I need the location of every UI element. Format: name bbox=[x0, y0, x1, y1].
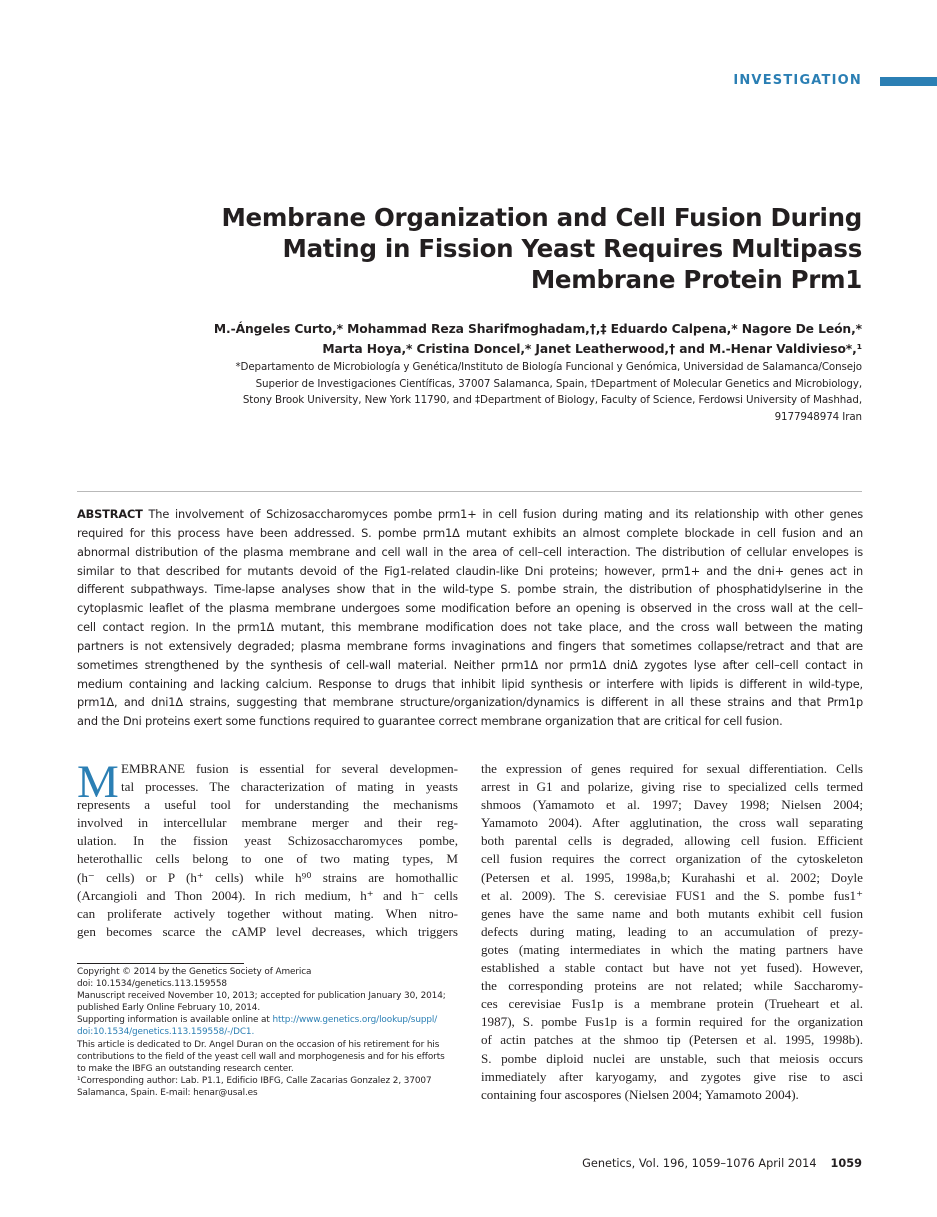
footnotes bbox=[77, 966, 462, 1099]
title-line: Mating in Fission Yeast Requires Multipass bbox=[282, 234, 862, 263]
body-line: ces cerevisiae Fus1p is a membrane protein (Trueheart et al. bbox=[481, 996, 863, 1012]
body-line: immediately after karyogamy, and zygotes give rise to asci bbox=[481, 1068, 863, 1084]
body-column-right bbox=[481, 760, 863, 1104]
supplement-link[interactable]: http://www.genetics.org/lookup/suppl/ bbox=[272, 1015, 438, 1026]
body-line: 1987), S. pombe Fus1p is a formin required for the organization bbox=[481, 1014, 863, 1030]
body-line: S. pombe diploid nuclei are unstable, such that meiosis occurs bbox=[481, 1050, 863, 1066]
footnote-line: Copyright © 2014 by the Genetics Society of America bbox=[77, 967, 312, 977]
article-title bbox=[162, 202, 862, 295]
body-line: containing four ascospores (Nielsen 2004; Yamamoto 2004). bbox=[481, 1086, 799, 1102]
body-line: established a stable contact but have not yet fused). However, bbox=[481, 960, 863, 976]
abstract-line: sometimes strengthened by the synthesis of cell-wall material. Neither prm1Δ nor prm1Δ dniΔ zygotes lyse after cell–cell contact in bbox=[77, 657, 863, 672]
affiliation-line: *Departamento de Microbiología y Genética/Instituto de Biología Funcional y Genómica, Universidad de Salamanca/Consejo bbox=[235, 361, 862, 373]
abstract-line: abnormal distribution of the plasma membrane and cell wall in the area of cell–cell interaction. The distribution of cellular envelopes is bbox=[77, 544, 863, 559]
author-line: M.-Ángeles Curto,* Mohammad Reza Sharifmoghadam,†,‡ Eduardo Calpena,* Nagore De León,* bbox=[213, 322, 862, 336]
section-label: INVESTIGATION bbox=[733, 73, 862, 88]
abstract-text: The involvement of Schizosaccharomyces pombe prm1+ in cell fusion during mating and its relationship with other genes bbox=[148, 507, 863, 521]
footnote-divider bbox=[77, 963, 244, 964]
page-footer bbox=[582, 1157, 862, 1170]
affiliation-line: 9177948974 Iran bbox=[774, 411, 862, 424]
body-line: ulation. In the fission yeast Schizosaccharomyces pombe, bbox=[77, 833, 458, 849]
abstract-line: medium containing and lacking calcium. Response to drugs that inhibit lipid synthesis or interfere with lipids is different in wild-type, bbox=[77, 676, 863, 691]
abstract-line: cell contact region. In the prm1Δ mutant, this membrane modification does not take place, and the cross wall between the mating bbox=[77, 620, 863, 635]
abstract-line: prm1Δ, and dni1Δ strains, suggesting that membrane structure/organization/dynamics is different in all these strains and that Prm1p bbox=[77, 695, 863, 710]
body-line: shmoos (Yamamoto et al. 1997; Davey 1998; Nielsen 2004; bbox=[481, 797, 863, 813]
body-column-left bbox=[77, 756, 458, 941]
section-bar bbox=[880, 77, 937, 86]
footnote-line: to make the IBFG an outstanding research center. bbox=[77, 1063, 294, 1074]
body-line: tal processes. The characterization of mating in yeasts bbox=[121, 779, 458, 795]
author-line: Marta Hoya,* Cristina Doncel,* Janet Leatherwood,† and M.-Henar Valdivieso*,¹ bbox=[322, 342, 862, 356]
abstract-keyword: ABSTRACT bbox=[77, 507, 143, 521]
journal-citation: Genetics, Vol. 196, 1059–1076 April 2014 bbox=[582, 1157, 817, 1170]
abstract bbox=[77, 505, 863, 731]
body-line: (Arcangioli and Thon 2004). In rich medium, h⁺ and h⁻ cells bbox=[77, 887, 458, 903]
body-line: arrest in G1 and polarize, giving rise to specialized cells termed bbox=[481, 779, 863, 795]
supplement-link-doi[interactable]: doi:10.1534/genetics.113.159558/-/DC1. bbox=[77, 1027, 255, 1038]
affiliation-line: Stony Brook University, New York 11790, and ‡Department of Biology, Faculty of Science, Ferdowsi University of Mashhad, bbox=[242, 394, 862, 407]
footnote-line: doi: 10.1534/genetics.113.159558 bbox=[77, 979, 227, 990]
body-line: can proliferate actively together without mating. When nitro- bbox=[77, 905, 458, 921]
title-line: Membrane Protein Prm1 bbox=[530, 265, 862, 294]
body-line: (Petersen et al. 1995, 1998a,b; Kurahashi et al. 2002; Doyle bbox=[481, 869, 863, 885]
body-line: the corresponding proteins are not related; while Saccharomy- bbox=[481, 978, 863, 994]
footnote-line: This article is dedicated to Dr. Angel Duran on the occasion of his retirement for his bbox=[77, 1039, 440, 1050]
body-line: defects during mating, leading to an accumulation of prezy- bbox=[481, 923, 863, 939]
body-line: the expression of genes required for sexual differentiation. Cells bbox=[481, 761, 863, 776]
abstract-line: partners is not extensively degraded; plasma membrane forms invaginations and fingers that sometimes collapse/retract and that are bbox=[77, 638, 863, 653]
footnote-line: ¹Corresponding author: Lab. P1.1, Edificio IBFG, Calle Zacarias Gonzalez 2, 37007 bbox=[77, 1075, 432, 1086]
author-block bbox=[102, 319, 862, 426]
abstract-line: cytoplasmic leaflet of the plasma membrane undergoes some modification before an opening is observed in the cross wall at the cell– bbox=[77, 601, 863, 616]
body-line: EMBRANE fusion is essential for several developmen- bbox=[121, 761, 458, 776]
body-line: et al. 2009). The S. cerevisiae FUS1 and the S. pombe fus1⁺ bbox=[481, 887, 863, 903]
footnote-line: Manuscript received November 10, 2013; accepted for publication January 30, 2014; bbox=[77, 991, 446, 1002]
body-line: heterothallic cells belong to one of two mating types, M bbox=[77, 851, 458, 867]
body-line: involved in intercellular membrane merger and their reg- bbox=[77, 815, 458, 831]
body-line: (h⁻ cells) or P (h⁺ cells) while h⁹⁰ strains are homothallic bbox=[77, 869, 458, 885]
footnote-line bbox=[77, 1014, 462, 1026]
abstract-divider bbox=[77, 491, 862, 492]
abstract-line bbox=[77, 505, 863, 524]
footnote-line: Salamanca, Spain. E-mail: henar@usal.es bbox=[77, 1087, 258, 1098]
body-line: genes have the same name and both mutants exhibit cell fusion bbox=[481, 905, 863, 921]
body-line: represents a useful tool for understanding the mechanisms bbox=[77, 797, 458, 813]
abstract-line: required for this process have been addressed. S. pombe prm1Δ mutant exhibits an almost complete blockade in cell fusion and an bbox=[77, 525, 863, 540]
affiliation-line: Superior de Investigaciones Científicas, 37007 Salamanca, Spain, †Department of Molecular Genetics and Microbiology, bbox=[255, 377, 862, 390]
abstract-line: and the Dni proteins exert some functions required to guarantee correct membrane organization that are critical for cell fusion. bbox=[77, 714, 783, 729]
footnote-line: published Early Online February 10, 2014. bbox=[77, 1003, 261, 1014]
body-line: gotes (mating intermediates in which the mating partners have bbox=[481, 941, 863, 957]
body-line: cell fusion requires the correct organization of the cytoskeleton bbox=[481, 851, 863, 867]
body-line: gen becomes scarce the cAMP level decreases, which triggers bbox=[77, 923, 458, 939]
abstract-line: similar to that described for mutants devoid of the Fig1-related claudin-like Dni proteins; however, prm1+ and the dni+ genes act in bbox=[77, 563, 863, 578]
drop-cap: M bbox=[77, 756, 119, 808]
footnote-text: Supporting information is available online at bbox=[77, 1015, 273, 1026]
footnote-line: contributions to the field of the yeast cell wall and morphogenesis and for his efforts bbox=[77, 1051, 445, 1062]
abstract-line: different subpathways. Time-lapse analyses show that in the wild-type S. pombe strain, the distribution of phosphatidylserine in the bbox=[77, 582, 863, 597]
body-line: both parental cells is degraded, allowing cell fusion. Efficient bbox=[481, 833, 863, 849]
body-line: Yamamoto 2004). After agglutination, the cross wall separating bbox=[481, 815, 863, 831]
title-line: Membrane Organization and Cell Fusion During bbox=[221, 203, 862, 232]
page-number: 1059 bbox=[830, 1157, 862, 1170]
body-line: of actin patches at the shmoo tip (Petersen et al. 1995, 1998b). bbox=[481, 1032, 863, 1048]
